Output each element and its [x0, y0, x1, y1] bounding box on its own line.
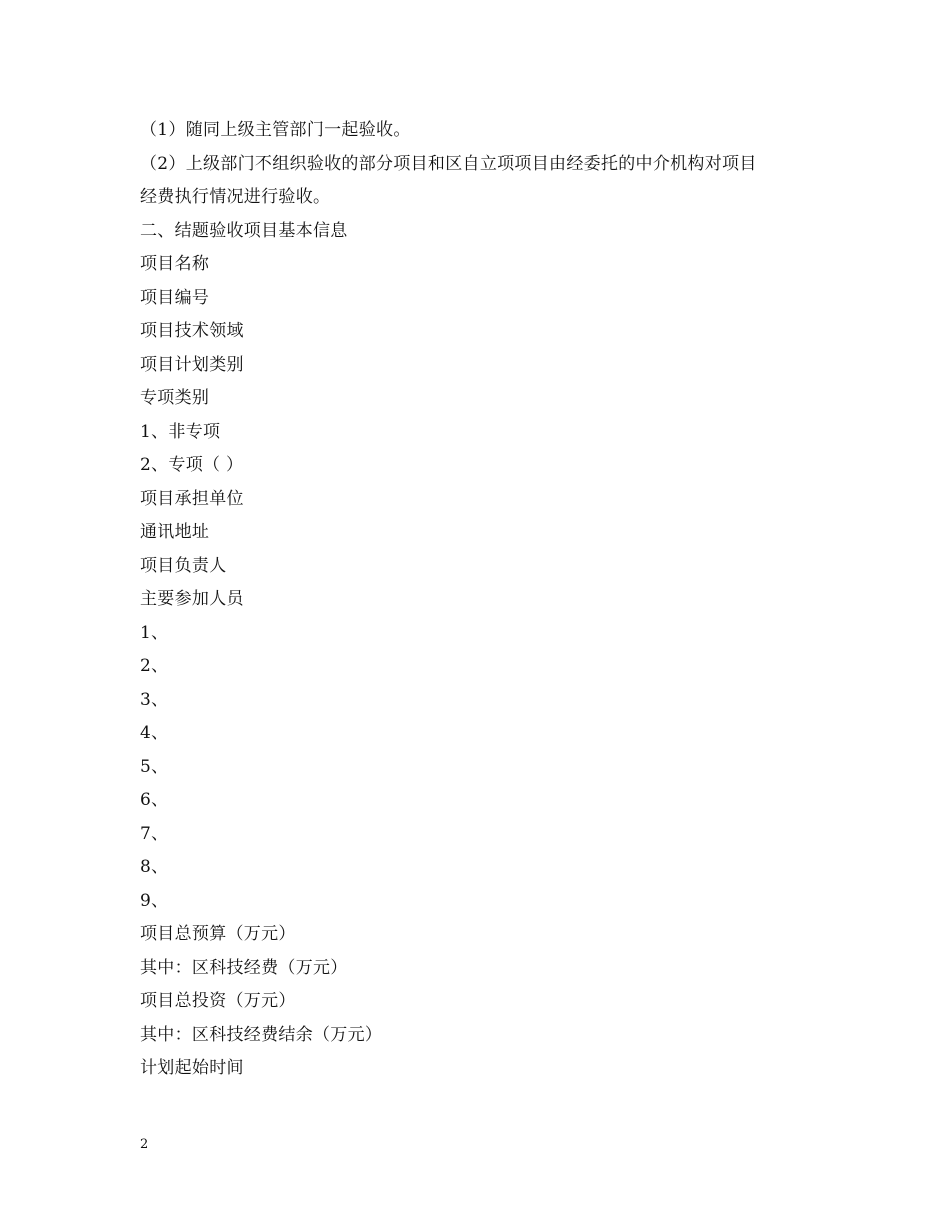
field-label: 主要参加人员	[140, 589, 244, 609]
paragraph-line: （1）随同上级主管部门一起验收。	[140, 120, 411, 140]
field-label: 其中：区科技经费（万元）	[140, 957, 348, 978]
field-label: 项目技术领域	[140, 321, 244, 341]
list-item: 5、	[140, 756, 169, 777]
paragraph-line: （2）上级部门不组织验收的部分项目和区自立项项目由经委托的中介机构对项目	[140, 153, 757, 174]
list-item: 1、	[140, 622, 169, 643]
list-item: 6、	[140, 790, 169, 810]
field-label: 项目总投资（万元）	[140, 991, 296, 1011]
list-item: 7、	[140, 823, 169, 844]
field-label: 专项类别	[140, 388, 210, 408]
paragraph-line: 经费执行情况进行验收。	[140, 187, 331, 207]
page-number: 2	[140, 1137, 149, 1152]
field-label: 其中：区科技经费结余（万元）	[140, 1024, 383, 1045]
field-label: 项目负责人	[140, 555, 227, 576]
list-item: 2、	[140, 656, 169, 676]
field-label: 项目总预算（万元）	[140, 924, 296, 944]
field-label: 项目计划类别	[140, 354, 244, 375]
list-item: 4、	[140, 723, 169, 743]
list-item: 3、	[140, 689, 169, 710]
section-heading: 二、结题验收项目基本信息	[140, 220, 348, 241]
list-item: 2、专项（ ）	[140, 455, 244, 475]
field-label: 项目编号	[140, 287, 210, 308]
field-label: 项目名称	[140, 254, 210, 274]
document-body	[140, 114, 820, 1086]
field-label: 项目承担单位	[140, 488, 244, 509]
list-item: 8、	[140, 857, 169, 877]
field-label: 计划起始时间	[140, 1058, 244, 1078]
field-label: 通讯地址	[140, 522, 210, 542]
list-item: 1、非专项	[140, 421, 221, 442]
list-item: 9、	[140, 890, 169, 911]
